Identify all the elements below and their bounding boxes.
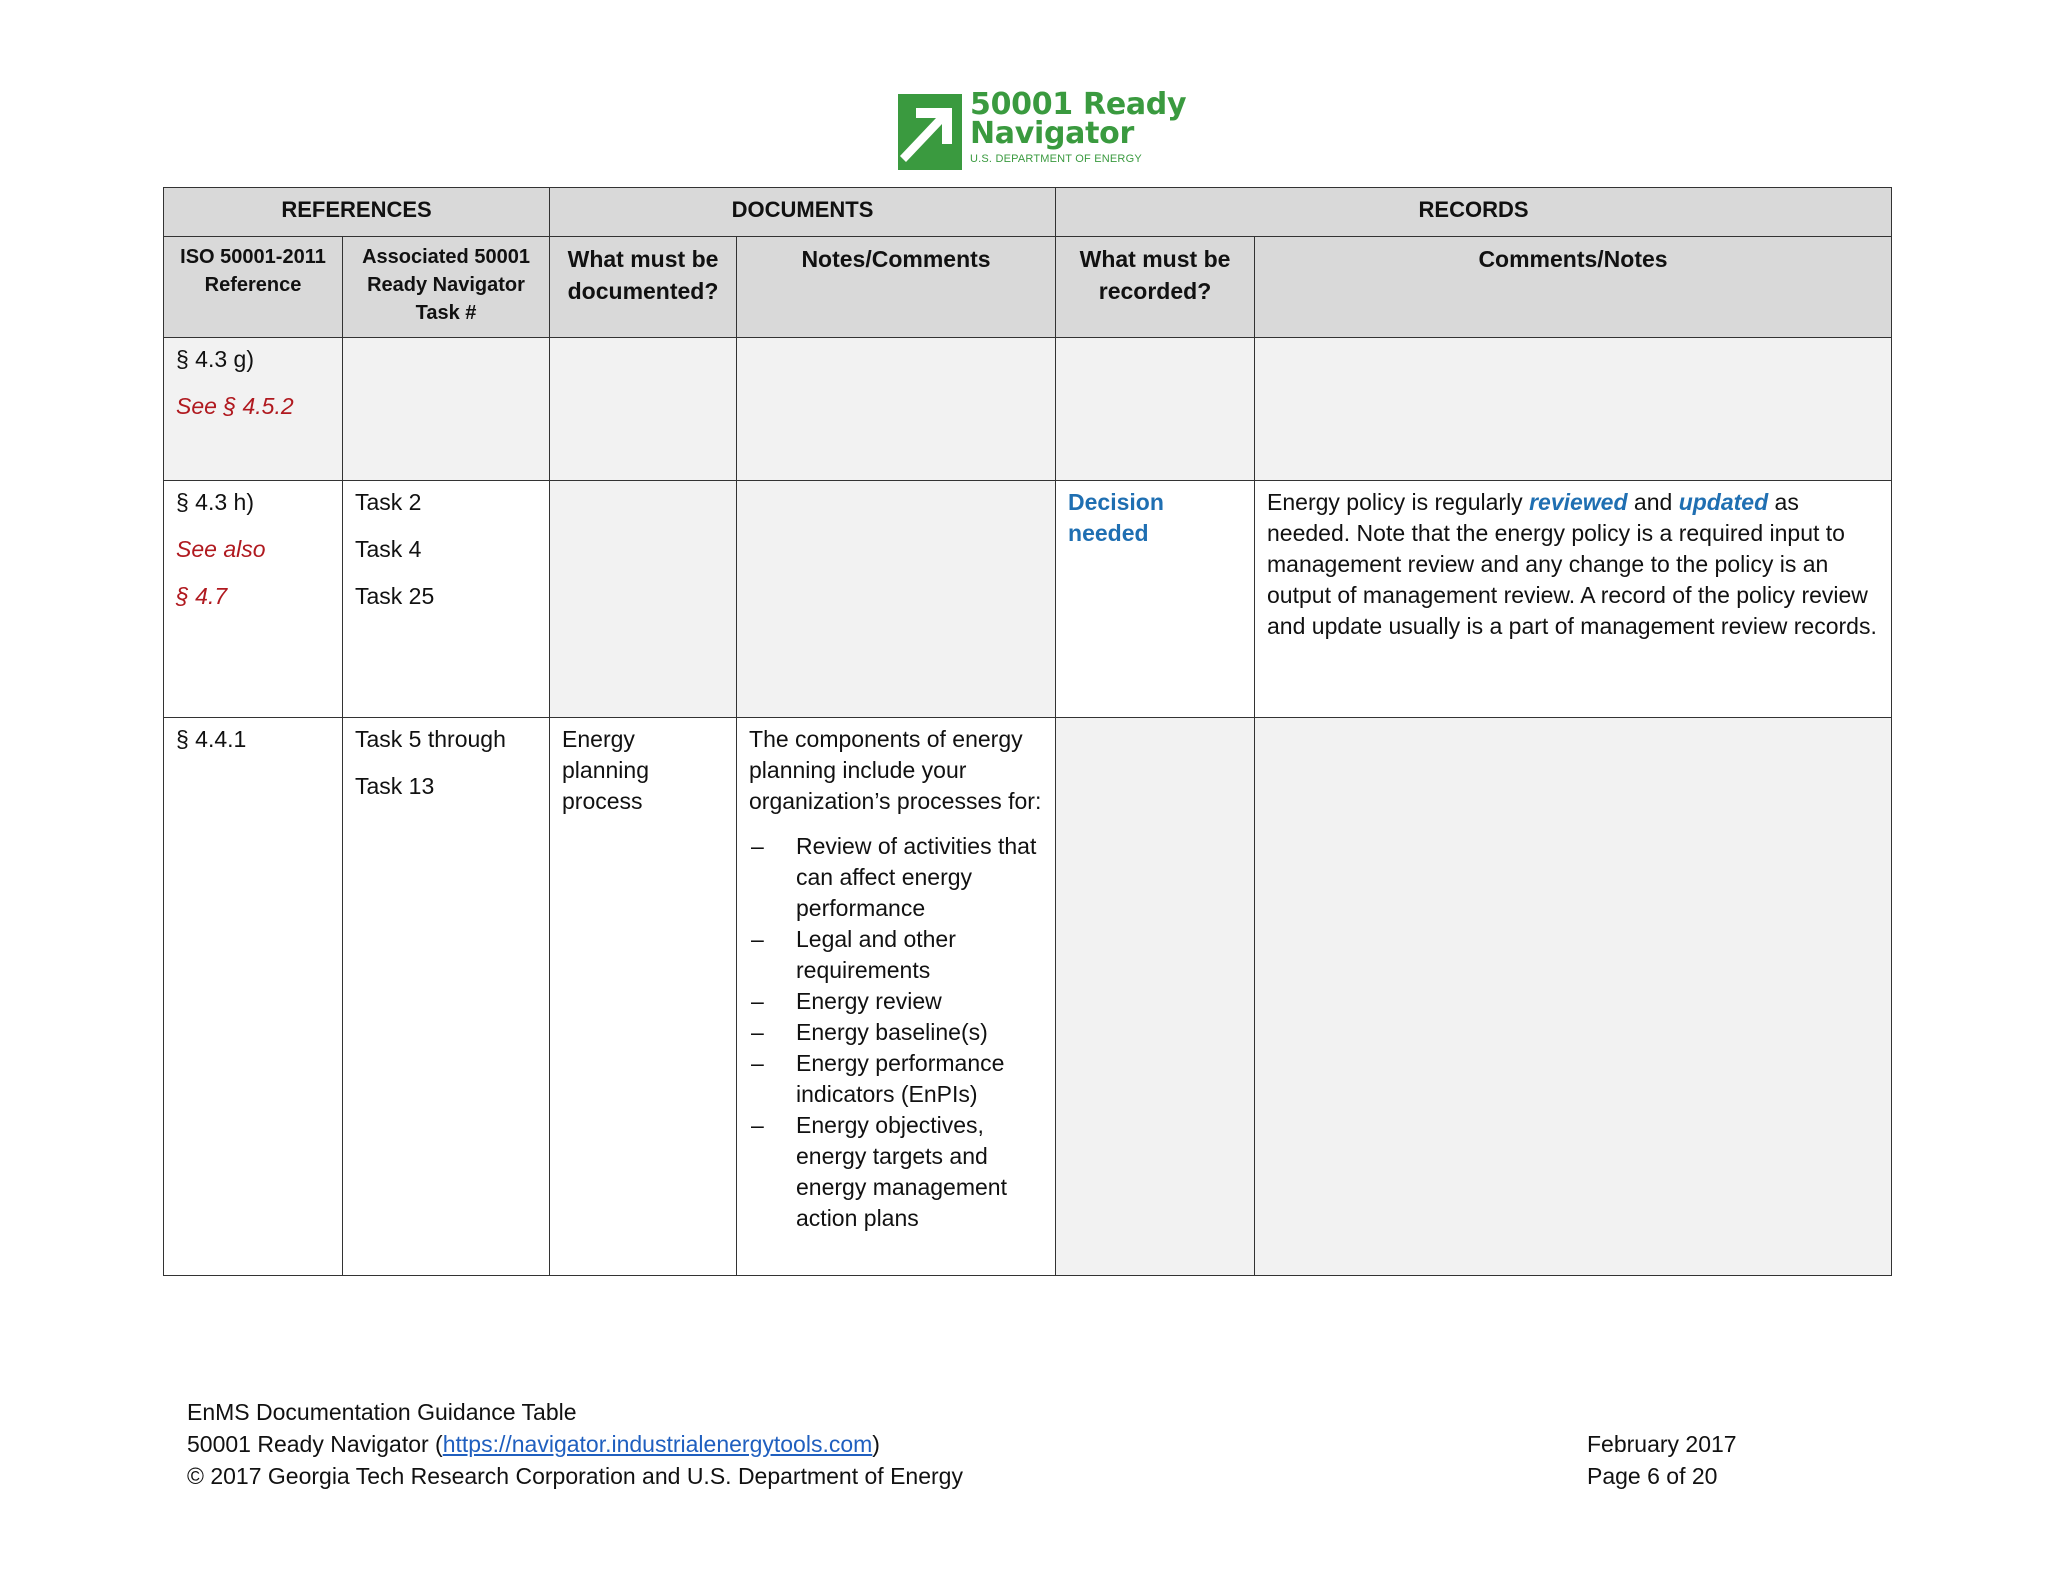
footer-right [1587, 1428, 1737, 1492]
rec-notes-emphasis-reviewed: reviewed [1529, 489, 1628, 515]
footer-site-line [187, 1428, 963, 1460]
reference-see-note: See § 4.5.2 [176, 393, 294, 419]
cell-rec-notes [1255, 338, 1892, 481]
cell-reference [164, 718, 343, 1276]
rec-notes-text: and [1627, 489, 1679, 515]
cell-rec-what [1056, 718, 1255, 1276]
col-header-doc-notes: Notes/Comments [737, 237, 1056, 338]
col-header-iso-reference: ISO 50001-2011 Reference [164, 237, 343, 338]
reference-see-also: See also [176, 536, 266, 562]
footer-site-link[interactable]: https://navigator.industrialenergytools.com [442, 1431, 873, 1457]
cell-doc-what [550, 718, 737, 1276]
cell-task [343, 481, 550, 718]
group-header-references: REFERENCES [164, 188, 550, 237]
cell-doc-notes [737, 718, 1056, 1276]
rec-notes-emphasis-updated: updated [1678, 489, 1769, 515]
task-text: Task 25 [355, 583, 435, 609]
footer-copyright: © 2017 Georgia Tech Research Corporation and U.S. Department of Energy [187, 1463, 963, 1489]
footer-site-suffix: ) [872, 1431, 880, 1457]
table-row [164, 718, 1892, 1276]
reference-text: § 4.4.1 [176, 726, 247, 752]
cell-task [343, 338, 550, 481]
list-item: – Review of activities that can affect energy performance [749, 831, 1043, 924]
cell-rec-what [1056, 481, 1255, 718]
cell-reference [164, 338, 343, 481]
task-text: Task 4 [355, 536, 422, 562]
cell-doc-notes [737, 338, 1056, 481]
doc-notes-list [749, 831, 1043, 1234]
list-item: – Energy baseline(s) [749, 1017, 1043, 1048]
list-item: – Legal and other requirements [749, 924, 1043, 986]
arrow-up-right-icon [898, 94, 962, 170]
task-text: Task 13 [355, 773, 435, 799]
column-header-row [164, 237, 1892, 338]
group-header-records: RECORDS [1056, 188, 1892, 237]
decision-needed-text: Decision needed [1068, 489, 1164, 546]
group-header-documents: DOCUMENTS [550, 188, 1056, 237]
cell-rec-notes [1255, 718, 1892, 1276]
table-row [164, 338, 1892, 481]
footer-date: February 2017 [1587, 1431, 1737, 1457]
list-item: – Energy performance indicators (EnPIs) [749, 1048, 1043, 1110]
reference-see-also-section: § 4.7 [176, 583, 228, 609]
cell-doc-notes [737, 481, 1056, 718]
logo [898, 87, 1187, 170]
group-header-row [164, 188, 1892, 237]
col-header-rec-notes: Comments/Notes [1255, 237, 1892, 338]
footer-site-prefix: 50001 Ready Navigator ( [187, 1431, 443, 1457]
logo-title-line2: Navigator [970, 116, 1134, 151]
cell-rec-what [1056, 338, 1255, 481]
rec-notes-text: Energy policy is regularly [1267, 489, 1530, 515]
task-text: Task 5 through [355, 726, 506, 752]
col-header-task: Associated 50001 Ready Navigator Task # [343, 237, 550, 338]
list-item: – Energy objectives, energy targets and energy management action plans [749, 1110, 1043, 1234]
logo-subtitle: U.S. DEPARTMENT OF ENERGY [970, 153, 1142, 165]
documentation-guidance-table [163, 187, 1892, 1276]
rec-notes-text: as needed. Note that the energy policy is a required input to management review and any change to the policy is an output of management review. A record of the policy review and update usually is a part of management review records. [1267, 489, 1877, 639]
list-item: – Energy review [749, 986, 1043, 1017]
doc-what-text: Energy planning process [562, 726, 649, 814]
footer-doc-title: EnMS Documentation Guidance Table [187, 1399, 577, 1425]
task-text: Task 2 [355, 489, 422, 515]
cell-doc-what [550, 338, 737, 481]
doc-notes-intro: The components of energy planning include your organization’s processes for: [749, 726, 1042, 814]
cell-task [343, 718, 550, 1276]
footer-left [187, 1396, 963, 1492]
reference-text: § 4.3 g) [176, 346, 254, 372]
logo-title-line1: 50001 Ready [970, 87, 1187, 122]
reference-text: § 4.3 h) [176, 489, 254, 515]
col-header-doc-what: What must be documented? [550, 237, 737, 338]
table-row [164, 481, 1892, 718]
col-header-rec-what: What must be recorded? [1056, 237, 1255, 338]
logo-text [970, 87, 1187, 165]
cell-rec-notes [1255, 481, 1892, 718]
footer-page-number: Page 6 of 20 [1587, 1463, 1718, 1489]
cell-reference [164, 481, 343, 718]
cell-doc-what [550, 481, 737, 718]
